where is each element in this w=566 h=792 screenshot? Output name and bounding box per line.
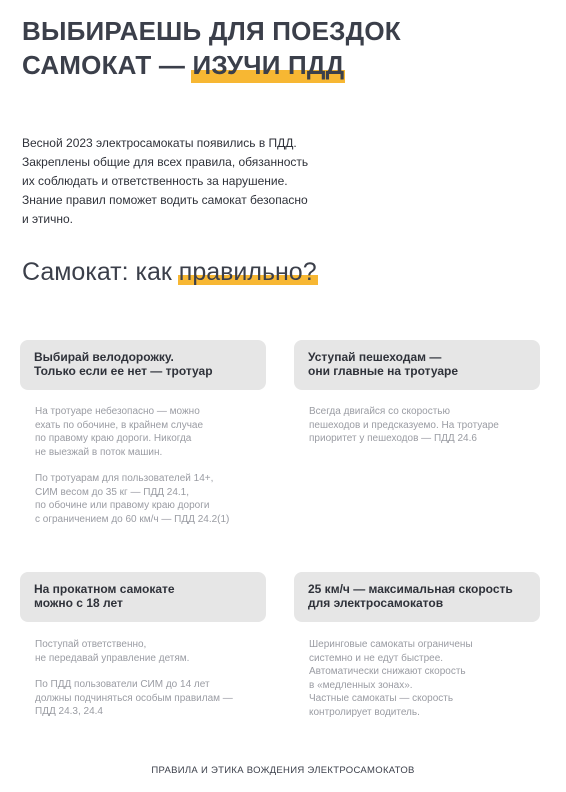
card-body-max-speed: [309, 638, 549, 732]
card-text-line: с ограничением до 60 км/ч — ПДД 24.2(1): [35, 513, 230, 525]
title-line-1: ВЫБИРАЕШЬ ДЛЯ ПОЕЗДОК: [22, 16, 401, 46]
card-paragraph: [309, 405, 549, 446]
intro-line: и этично.: [22, 212, 73, 226]
card-paragraph: [35, 638, 275, 665]
card-body-pedestrians: [309, 405, 549, 459]
card-heading-line: 25 км/ч — максимальная скорость: [308, 582, 513, 596]
card-text-line: приоритет у пешеходов — ПДД 24.6: [309, 433, 477, 444]
card-heading-line: Уступай пешеходам —: [308, 350, 442, 364]
card-text-line: Шеринговые самокаты ограничены: [309, 639, 473, 650]
intro-line: Весной 2023 электросамокаты появились в ПДД.: [22, 136, 297, 150]
card-text-line: Поступай ответственно,: [35, 639, 147, 650]
card-text-line: не выезжай в поток машин.: [35, 446, 163, 458]
card-text-line: контролирует водитель.: [309, 706, 420, 718]
card-text-line: не передавай управление детям.: [35, 652, 190, 664]
card-heading-line: для электросамокатов: [308, 596, 444, 610]
card-paragraph: [35, 472, 275, 526]
card-paragraph: [309, 638, 549, 719]
intro-line: Закреплены общие для всех правила, обязанность: [22, 155, 309, 169]
card-body-bike-lane: [35, 405, 275, 539]
page-footer: ПРАВИЛА И ЭТИКА ВОЖДЕНИЯ ЭЛЕКТРОСАМОКАТОВ: [151, 765, 415, 776]
card-text-line: системно и не едут быстрее.: [309, 652, 444, 664]
card-heading-line: можно с 18 лет: [34, 596, 123, 610]
card-text-line: Частные самокаты — скорость: [309, 693, 454, 704]
card-text-line: Всегда двигайся со скоростью: [309, 406, 451, 417]
card-text-line: по правому краю дороги. Никогда: [35, 433, 192, 444]
card-paragraph: [35, 678, 275, 719]
card-text-line: должны подчиняться особым правилам —: [35, 692, 233, 704]
card-heading-pedestrians: [294, 340, 540, 390]
card-heading-max-speed: [294, 572, 540, 622]
card-text-line: в «медленных зонах».: [309, 679, 413, 691]
card-heading-line: Выбирай велодорожку.: [34, 350, 174, 364]
card-text-line: ехать по обочине, в крайнем случае: [35, 419, 204, 431]
card-text-line: СИМ весом до 35 кг — ПДД 24.1,: [35, 486, 190, 498]
card-text-line: По тротуарам для пользователей 14+,: [35, 473, 214, 484]
intro-paragraph: [22, 134, 382, 229]
card-heading-line: На прокатном самокате: [34, 582, 175, 596]
card-heading-line: Только если ее нет — тротуар: [34, 364, 213, 378]
page-title: [22, 14, 401, 82]
title-highlight: ИЗУЧИ ПДД: [192, 50, 345, 80]
subtitle-highlight: правильно?: [178, 258, 317, 286]
card-paragraph: [35, 405, 275, 459]
card-text-line: ПДД 24.3, 24.4: [35, 706, 103, 717]
card-heading-bike-lane: [20, 340, 266, 390]
title-line-2: [22, 48, 401, 82]
card-heading-rental-age: [20, 572, 266, 622]
intro-line: Знание правил поможет водить самокат безопасно: [22, 193, 308, 207]
card-text-line: Автоматически снижают скорость: [309, 666, 466, 677]
card-text-line: пешеходов и предсказуемо. На тротуаре: [309, 419, 499, 431]
intro-line: их соблюдать и ответственность за нарушение.: [22, 174, 288, 188]
subtitle-plain: Самокат: как: [22, 258, 179, 286]
section-subtitle: [22, 256, 317, 288]
title-line-2-plain: САМОКАТ —: [22, 50, 193, 80]
card-body-rental-age: [35, 638, 275, 732]
card-text-line: На тротуаре небезопасно — можно: [35, 406, 200, 417]
card-text-line: По ПДД пользователи СИМ до 14 лет: [35, 679, 210, 690]
card-text-line: по обочине или правому краю дороги: [35, 500, 210, 511]
card-heading-line: они главные на тротуаре: [308, 364, 459, 378]
